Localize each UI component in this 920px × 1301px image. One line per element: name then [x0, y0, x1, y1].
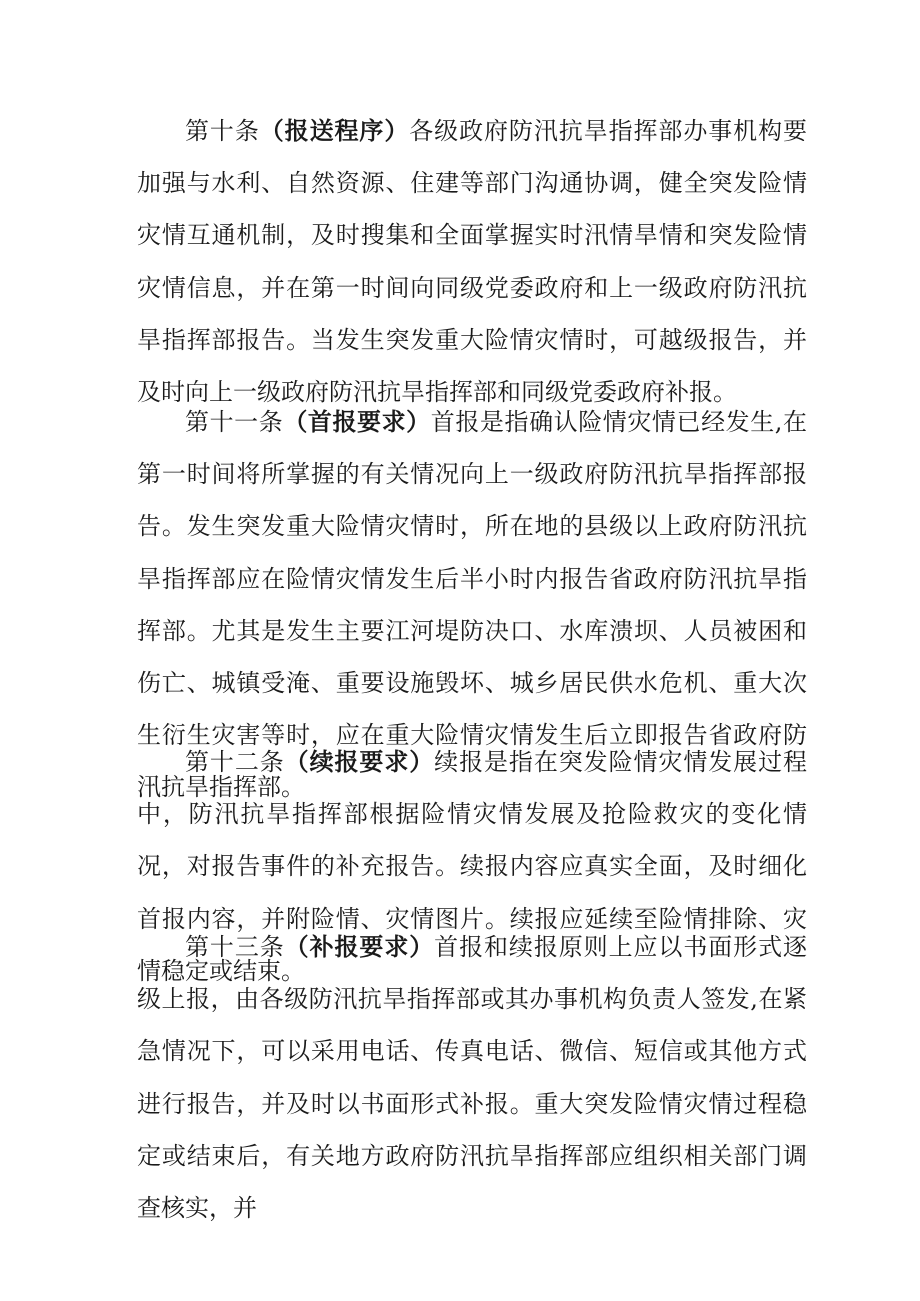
- article-number: 第十三条: [185, 933, 285, 961]
- article-body: 各级政府防汛抗旱指挥部办事机构要加强与水利、自然资源、住建等部门沟通协调，健全突发险情灾情互通机制，及时搜集和全面掌握实时汛情旱情和突发险情灾情信息，并在第一时间向同级党委政府和上一级政府防汛抗旱指挥部报告。当发生突发重大险情灾情时，可越级报告，并及时向上一级政府防汛抗旱指挥部和同级党委政府补报。: [137, 117, 807, 407]
- article-13: [137, 921, 807, 1234]
- article-number: 第十二条: [185, 748, 285, 776]
- article-10: [137, 105, 807, 418]
- article-body: 首报和续报原则上应以书面形式逐级上报，由各级防汛抗旱指挥部或其办事机构负责人签发,在紧急情况下，可以采用电话、传真电话、微信、短信或其他方式进行报告，并及时以书面形式补报。重大突发险情灾情过程稳定或结束后，有关地方政府防汛抗旱指挥部应组织相关部门调查核实，并: [137, 933, 808, 1223]
- article-number: 第十条: [185, 117, 260, 145]
- article-body: 首报是指确认险情灾情已经发生,在第一时间将所掌握的有关情况向上一级政府防汛抗旱指挥部报告。发生突发重大险情灾情时，所在地的县级以上政府防汛抗旱指挥部应在险情灾情发生后半小时内报告省政府防汛抗旱指挥部。尤其是发生主要江河堤防决口、水库溃坝、人员被困和伤亡、城镇受淹、重要设施毁坏、城乡居民供水危机、重大次生衍生灾害等时，应在重大险情灾情发生后立即报告省政府防汛抗旱指挥部。: [137, 408, 808, 802]
- article-heading: （首报要求）: [283, 407, 431, 436]
- article-heading: （续报要求）: [284, 747, 435, 776]
- article-body: 续报是指在突发险情灾情发展过程中，防汛抗旱指挥部根据险情灾情发展及抢险救灾的变化情况，对报告事件的补充报告。续报内容应真实全面，及时细化首报内容，并附险情、灾情图片。续报应延续至险情排除、灾情稳定或结束。: [137, 748, 808, 985]
- article-heading: （报送程序）: [259, 116, 410, 145]
- article-number: 第十一条: [185, 408, 284, 436]
- article-heading: （补报要求）: [284, 932, 435, 961]
